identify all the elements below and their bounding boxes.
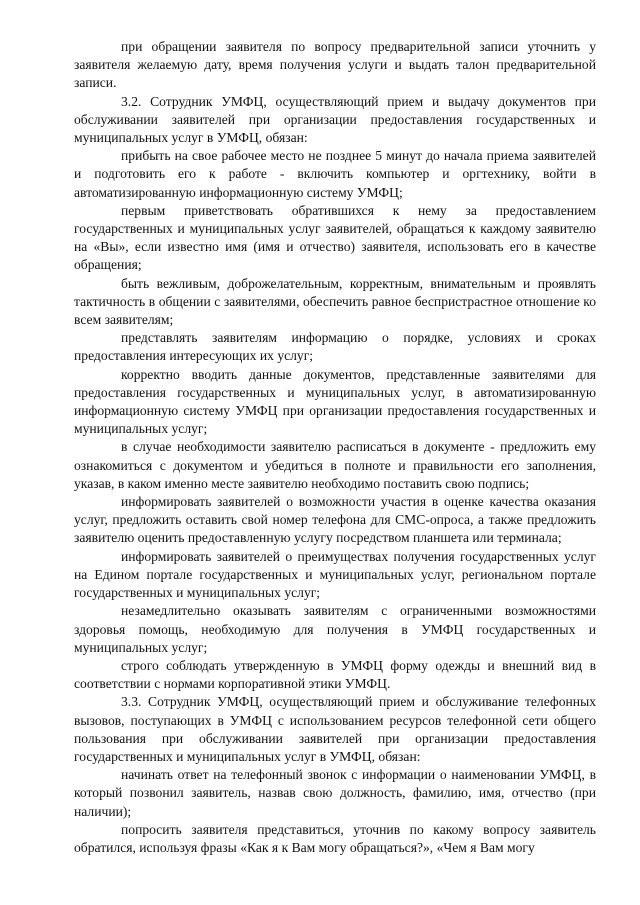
paragraph-6: представлять заявителям информацию о порядке, условиях и сроках предоставления интересующих их услуг; [74, 330, 596, 364]
paragraph-10: информировать заявителей о преимуществах получения государственных услуг на Едином портале государственных и муниципальных услуг, региональном портале государственных и муниципальных услуг; [74, 548, 596, 601]
paragraph-5: быть вежливым, доброжелательным, корректным, внимательным и проявлять тактичность в общении с заявителями, обеспечить равное беспристрастное отношение ко всем заявителям; [74, 275, 596, 328]
paragraph-9: информировать заявителей о возможности участия в оценке качества оказания услуг, предложить оставить свой номер телефона для СМС-опроса, а также предложить заявителю оценить предоставленную услугу посредством планшета или терминала; [74, 494, 596, 546]
paragraph-3: прибыть на свое рабочее место не позднее 5 минут до начала приема заявителей и подготовить его к работе - включить компьютер и оргтехнику, войти в автоматизированную информационную систему УМФЦ; [74, 148, 596, 200]
paragraph-12: строго соблюдать утвержденную в УМФЦ форму одежды и внешний вид в соответствии с нормами корпоративной этики УМФЦ. [74, 657, 596, 692]
paragraph-14: начинать ответ на телефонный звонок с информации о наименовании УМФЦ, в который позвонил заявитель, назвав свою должность, фамилию, имя, отчество (при наличии); [74, 767, 596, 819]
paragraph-4: первым приветствовать обратившихся к нему за предоставлением государственных и муниципальных услуг заявителей, обращаться к каждому заявителю на «Вы», если известно имя (имя и отчество) заявителя, использовать его в качестве обращения; [74, 202, 596, 273]
paragraph-8: в случае необходимости заявителю расписаться в документе - предложить ему ознакомиться с документом и убедиться в полноте и правильности его заполнения, указав, в каком именно месте заявителю необходимо поставить свою подпись; [74, 439, 596, 491]
paragraph-11: незамедлительно оказывать заявителям с ограниченными возможностями здоровья помощь, необходимую для получения в УМФЦ государственных и муниципальных услуг; [74, 603, 596, 655]
paragraph-1: при обращении заявителя по вопросу предварительной записи уточнить у заявителя желаемую дату, время получения услуги и выдать талон предварительной записи. [74, 39, 596, 91]
paragraph-13: 3.3. Сотрудник УМФЦ, осуществляющий прием и обслуживание телефонных вызовов, поступающих в УМФЦ с использованием ресурсов телефонной сети общего пользования при обслуживании заявителей при организации предоставления государственных и муниципальных услуг в УМФЦ, обязан: [74, 694, 596, 764]
paragraph-2: 3.2. Сотрудник УМФЦ, осуществляющий прием и выдачу документов при обслуживании заявителей при организации предоставления государственных и муниципальных услуг в УМФЦ, обязан: [74, 93, 596, 146]
paragraph-15: попросить заявителя представиться, уточнив по какому вопросу заявитель обратился, используя фразы «Как я к Вам могу обращаться?», «Чем я Вам могу [74, 821, 596, 855]
paragraph-7: корректно вводить данные документов, представленные заявителями для предоставления государственных и муниципальных услуг, в автоматизированную информационную систему УМФЦ при организации предоставления государственных и муниципальных услуг; [74, 366, 596, 437]
document-page [74, 38, 596, 857]
